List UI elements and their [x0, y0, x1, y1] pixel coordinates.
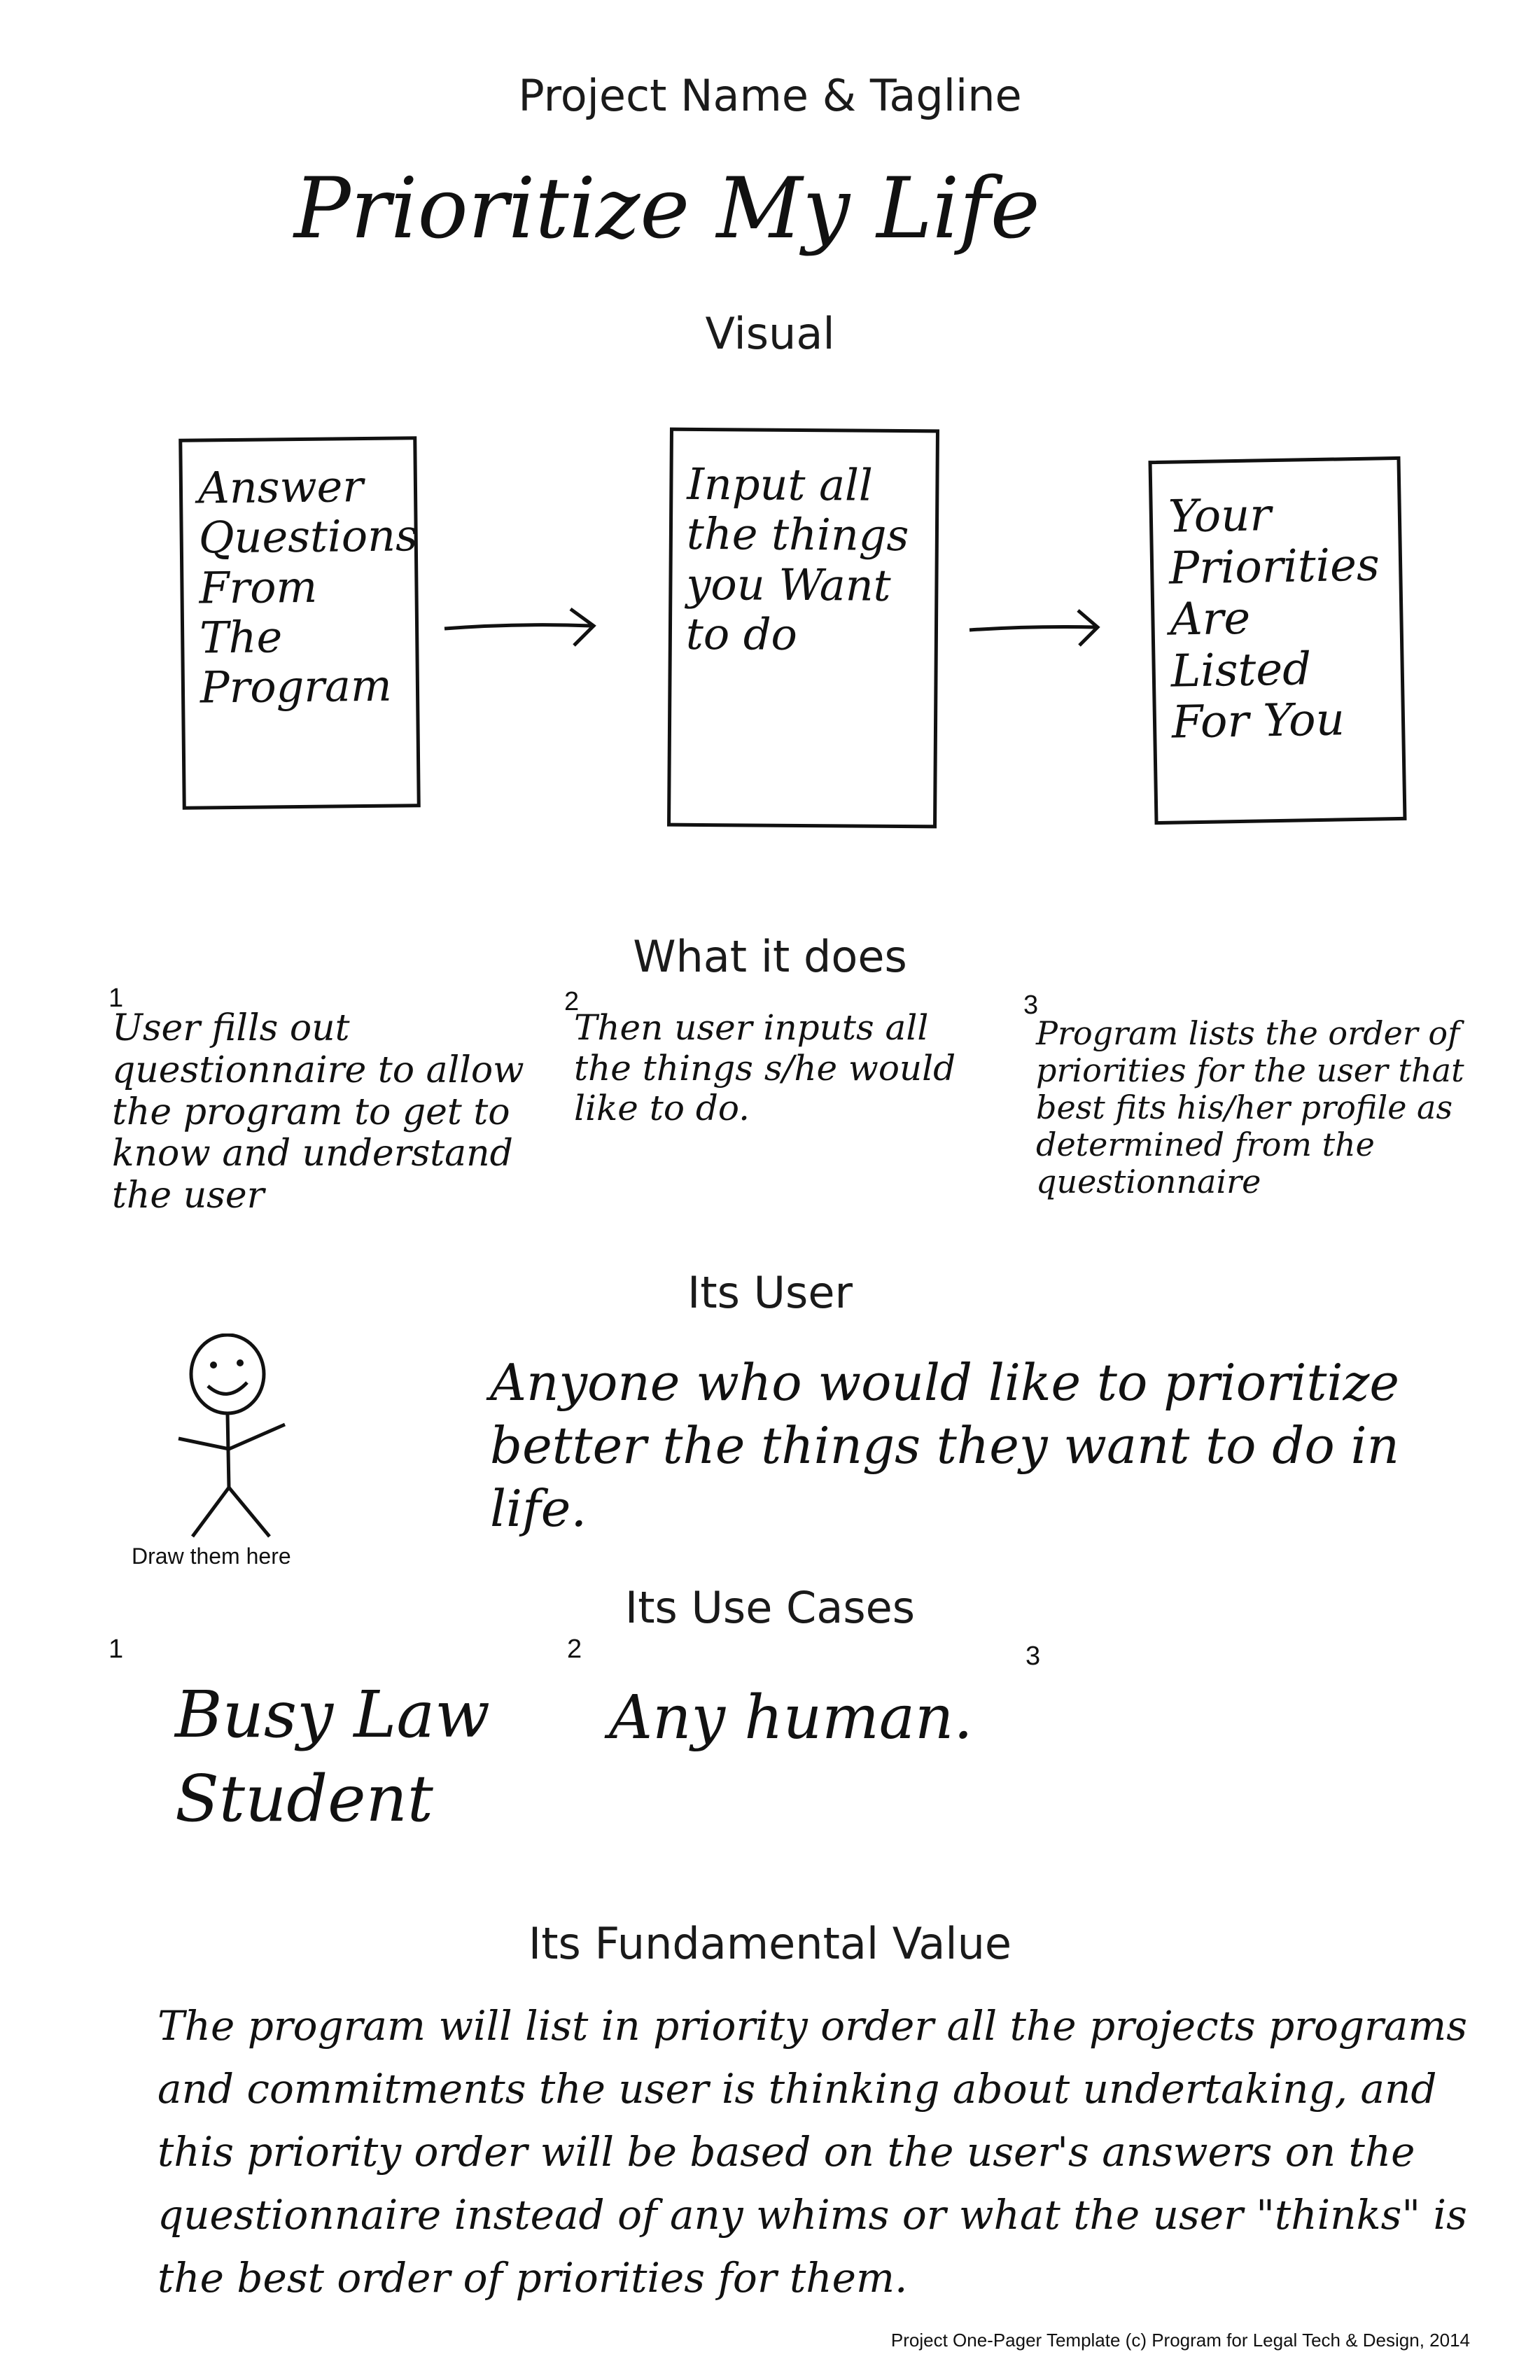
- heading-visual: Visual: [705, 308, 835, 359]
- use-case-number-2: 2: [567, 1634, 582, 1664]
- visual-box-3: [1148, 456, 1406, 825]
- use-case-text-2: Any human.: [609, 1683, 973, 1753]
- heading-fundamental-value: Its Fundamental Value: [528, 1918, 1012, 1969]
- what-it-does-number-1: 1: [108, 983, 124, 1013]
- visual-box-1: [178, 436, 421, 810]
- visual-box-2: [667, 428, 939, 829]
- its-user-text: Anyone who would like to prioritize better the things they want to do in life.: [490, 1353, 1400, 1538]
- visual-box-3-text: Your Priorities Are Listed For You: [1168, 489, 1380, 750]
- use-case-text-1: Busy Law Student: [175, 1677, 490, 1836]
- use-case-number-1: 1: [108, 1634, 124, 1664]
- visual-box-2-text: Input all the things you Want to do: [685, 458, 909, 660]
- visual-box-1-text: Answer Questions From The Program: [197, 461, 419, 713]
- what-it-does-number-2: 2: [564, 987, 580, 1016]
- fundamental-value-text: The program will list in priority order all the projects programs and commitments the user is thinking about undertaking, and this priority order will be based on the user's answers on the questionnaire instead of any whims or what the user "thinks" is the best order of priorities for them.: [158, 2002, 1468, 2302]
- arrow-icon: [966, 602, 1106, 651]
- heading-what-it-does: What it does: [633, 931, 907, 982]
- heading-its-user: Its User: [687, 1267, 853, 1318]
- what-it-does-text-1: User fills out questionnaire to allow the program to get to know and understand the user: [112, 1007, 524, 1217]
- draw-them-here-caption: Draw them here: [132, 1544, 291, 1569]
- project-title: Prioritize My Life: [294, 160, 1040, 258]
- stick-figure-drawing: [164, 1334, 290, 1544]
- what-it-does-number-3: 3: [1023, 990, 1039, 1020]
- arrow-icon: [441, 602, 602, 651]
- use-case-number-3: 3: [1026, 1642, 1041, 1671]
- footer-copyright: Project One-Pager Template (c) Program for Legal Tech & Design, 2014: [890, 2330, 1470, 2351]
- heading-project-name: Project Name & Tagline: [518, 70, 1022, 121]
- heading-its-use-cases: Its Use Cases: [624, 1582, 916, 1633]
- what-it-does-text-2: Then user inputs all the things s/he would like to do.: [574, 1007, 956, 1128]
- what-it-does-text-3: Program lists the order of priorities for the user that best fits his/her profile as determined from the questionnaire: [1036, 1014, 1464, 1200]
